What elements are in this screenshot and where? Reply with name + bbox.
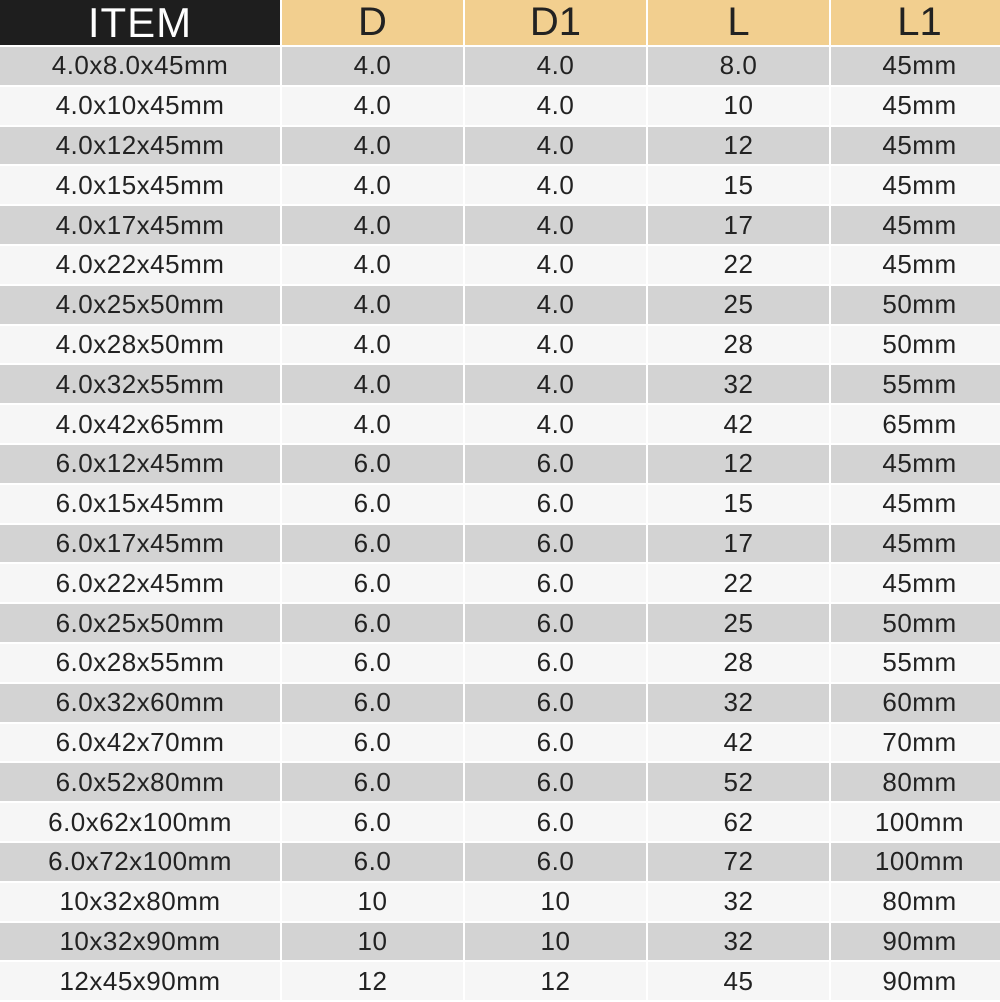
cell-d: 6.0 xyxy=(282,763,463,801)
header-row xyxy=(0,0,1000,45)
table-row xyxy=(0,246,1000,284)
cell-l: 25 xyxy=(648,604,829,642)
table-row xyxy=(0,525,1000,563)
cell-d1: 4.0 xyxy=(465,286,646,324)
table-row xyxy=(0,763,1000,801)
cell-l1: 45mm xyxy=(831,445,1000,483)
cell-d1: 4.0 xyxy=(465,326,646,364)
table-body xyxy=(0,47,1000,1000)
cell-item: 4.0x25x50mm xyxy=(0,286,280,324)
cell-d1: 6.0 xyxy=(465,485,646,523)
cell-item: 4.0x32x55mm xyxy=(0,365,280,403)
header-l: L xyxy=(648,0,829,45)
cell-l: 42 xyxy=(648,405,829,443)
cell-item: 6.0x28x55mm xyxy=(0,644,280,682)
cell-l1: 80mm xyxy=(831,763,1000,801)
cell-item: 4.0x8.0x45mm xyxy=(0,47,280,85)
cell-d: 4.0 xyxy=(282,127,463,165)
cell-l1: 50mm xyxy=(831,326,1000,364)
cell-l: 22 xyxy=(648,246,829,284)
table-row xyxy=(0,923,1000,961)
table-row xyxy=(0,87,1000,125)
cell-l1: 100mm xyxy=(831,803,1000,841)
cell-d1: 6.0 xyxy=(465,803,646,841)
table-row xyxy=(0,644,1000,682)
cell-d: 4.0 xyxy=(282,166,463,204)
cell-d1: 4.0 xyxy=(465,365,646,403)
cell-item: 6.0x32x60mm xyxy=(0,684,280,722)
cell-d: 4.0 xyxy=(282,365,463,403)
cell-l: 8.0 xyxy=(648,47,829,85)
cell-l: 28 xyxy=(648,644,829,682)
cell-l1: 45mm xyxy=(831,525,1000,563)
cell-d: 12 xyxy=(282,962,463,1000)
cell-l1: 90mm xyxy=(831,962,1000,1000)
cell-item: 6.0x17x45mm xyxy=(0,525,280,563)
cell-d1: 6.0 xyxy=(465,684,646,722)
cell-d: 4.0 xyxy=(282,246,463,284)
cell-l1: 90mm xyxy=(831,923,1000,961)
cell-item: 4.0x15x45mm xyxy=(0,166,280,204)
cell-d: 6.0 xyxy=(282,724,463,762)
table-row xyxy=(0,604,1000,642)
cell-d: 6.0 xyxy=(282,604,463,642)
cell-d1: 6.0 xyxy=(465,445,646,483)
cell-l: 17 xyxy=(648,206,829,244)
cell-d: 6.0 xyxy=(282,644,463,682)
cell-item: 4.0x17x45mm xyxy=(0,206,280,244)
cell-l1: 100mm xyxy=(831,843,1000,881)
cell-d: 6.0 xyxy=(282,564,463,602)
table-row xyxy=(0,724,1000,762)
cell-item: 6.0x22x45mm xyxy=(0,564,280,602)
cell-d1: 6.0 xyxy=(465,604,646,642)
cell-d1: 4.0 xyxy=(465,87,646,125)
cell-l: 32 xyxy=(648,684,829,722)
cell-d: 4.0 xyxy=(282,326,463,364)
table-row xyxy=(0,803,1000,841)
cell-d: 6.0 xyxy=(282,684,463,722)
cell-item: 10x32x80mm xyxy=(0,883,280,921)
table-row xyxy=(0,365,1000,403)
table-row xyxy=(0,206,1000,244)
cell-d1: 4.0 xyxy=(465,47,646,85)
cell-item: 4.0x28x50mm xyxy=(0,326,280,364)
header-item: ITEM xyxy=(0,0,280,45)
cell-l1: 45mm xyxy=(831,206,1000,244)
cell-d: 6.0 xyxy=(282,803,463,841)
cell-l1: 55mm xyxy=(831,644,1000,682)
cell-d1: 6.0 xyxy=(465,644,646,682)
cell-l: 52 xyxy=(648,763,829,801)
table-row xyxy=(0,883,1000,921)
cell-d1: 6.0 xyxy=(465,724,646,762)
cell-d: 10 xyxy=(282,883,463,921)
cell-item: 6.0x62x100mm xyxy=(0,803,280,841)
cell-d1: 4.0 xyxy=(465,246,646,284)
cell-d: 6.0 xyxy=(282,525,463,563)
table-row xyxy=(0,684,1000,722)
cell-l: 22 xyxy=(648,564,829,602)
cell-l1: 60mm xyxy=(831,684,1000,722)
cell-item: 6.0x15x45mm xyxy=(0,485,280,523)
cell-l: 42 xyxy=(648,724,829,762)
cell-d: 4.0 xyxy=(282,87,463,125)
cell-item: 4.0x12x45mm xyxy=(0,127,280,165)
cell-l1: 45mm xyxy=(831,166,1000,204)
cell-l1: 50mm xyxy=(831,604,1000,642)
cell-l: 12 xyxy=(648,127,829,165)
cell-l: 72 xyxy=(648,843,829,881)
table-header xyxy=(0,0,1000,45)
header-d: D xyxy=(282,0,463,45)
cell-l: 62 xyxy=(648,803,829,841)
cell-l: 15 xyxy=(648,485,829,523)
cell-d: 6.0 xyxy=(282,485,463,523)
cell-d1: 4.0 xyxy=(465,405,646,443)
cell-l1: 65mm xyxy=(831,405,1000,443)
cell-item: 4.0x22x45mm xyxy=(0,246,280,284)
cell-l1: 45mm xyxy=(831,564,1000,602)
table-row xyxy=(0,286,1000,324)
cell-d: 10 xyxy=(282,923,463,961)
cell-l: 10 xyxy=(648,87,829,125)
cell-item: 6.0x52x80mm xyxy=(0,763,280,801)
table-row xyxy=(0,127,1000,165)
cell-l1: 55mm xyxy=(831,365,1000,403)
cell-l: 12 xyxy=(648,445,829,483)
table-row xyxy=(0,166,1000,204)
table-row xyxy=(0,485,1000,523)
cell-d1: 10 xyxy=(465,923,646,961)
cell-d: 6.0 xyxy=(282,843,463,881)
cell-item: 6.0x25x50mm xyxy=(0,604,280,642)
cell-d1: 4.0 xyxy=(465,127,646,165)
cell-l: 25 xyxy=(648,286,829,324)
header-d1: D1 xyxy=(465,0,646,45)
cell-d1: 6.0 xyxy=(465,525,646,563)
cell-l1: 45mm xyxy=(831,485,1000,523)
cell-d1: 6.0 xyxy=(465,843,646,881)
table-row xyxy=(0,445,1000,483)
table-row xyxy=(0,326,1000,364)
table-row xyxy=(0,843,1000,881)
cell-d: 4.0 xyxy=(282,206,463,244)
cell-l: 32 xyxy=(648,883,829,921)
cell-d: 4.0 xyxy=(282,47,463,85)
cell-l: 28 xyxy=(648,326,829,364)
cell-l: 15 xyxy=(648,166,829,204)
cell-d1: 4.0 xyxy=(465,166,646,204)
cell-d1: 10 xyxy=(465,883,646,921)
cell-l: 45 xyxy=(648,962,829,1000)
cell-l: 17 xyxy=(648,525,829,563)
table-row xyxy=(0,47,1000,85)
header-l1: L1 xyxy=(831,0,1000,45)
cell-l1: 80mm xyxy=(831,883,1000,921)
cell-l1: 50mm xyxy=(831,286,1000,324)
cell-d1: 4.0 xyxy=(465,206,646,244)
cell-item: 4.0x10x45mm xyxy=(0,87,280,125)
cell-item: 12x45x90mm xyxy=(0,962,280,1000)
cell-d: 6.0 xyxy=(282,445,463,483)
cell-item: 6.0x42x70mm xyxy=(0,724,280,762)
cell-l1: 45mm xyxy=(831,127,1000,165)
cell-d1: 12 xyxy=(465,962,646,1000)
cell-d1: 6.0 xyxy=(465,763,646,801)
cell-item: 6.0x12x45mm xyxy=(0,445,280,483)
table-row xyxy=(0,405,1000,443)
cell-d1: 6.0 xyxy=(465,564,646,602)
table-row xyxy=(0,962,1000,1000)
cell-l: 32 xyxy=(648,365,829,403)
cell-l1: 45mm xyxy=(831,87,1000,125)
cell-item: 6.0x72x100mm xyxy=(0,843,280,881)
cell-d: 4.0 xyxy=(282,405,463,443)
table-row xyxy=(0,564,1000,602)
cell-item: 4.0x42x65mm xyxy=(0,405,280,443)
cell-l: 32 xyxy=(648,923,829,961)
cell-l1: 45mm xyxy=(831,246,1000,284)
cell-d: 4.0 xyxy=(282,286,463,324)
cell-item: 10x32x90mm xyxy=(0,923,280,961)
cell-l1: 70mm xyxy=(831,724,1000,762)
cell-l1: 45mm xyxy=(831,47,1000,85)
